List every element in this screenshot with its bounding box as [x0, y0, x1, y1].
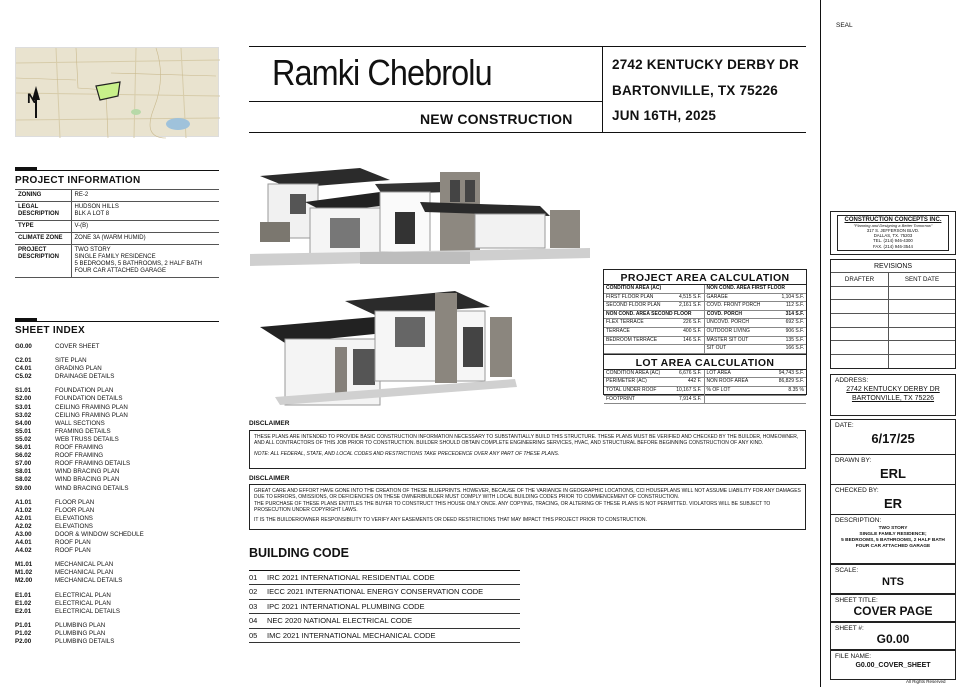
area-cell: OUTDOOR LIVING: [706, 327, 750, 334]
area-cell: 8.35 %: [788, 386, 804, 393]
building-code-row: [249, 614, 520, 628]
project-area-heading: PROJECT AREA CALCULATION: [604, 270, 806, 285]
address-value: 2742 KENTUCKY DERBY DR BARTONVILLE, TX 75226: [846, 386, 940, 402]
sheet-code: S6.02: [15, 452, 32, 460]
area-row: [604, 345, 806, 354]
sheet-title: SITE PLAN: [55, 357, 87, 365]
sheet-code: G0.00: [15, 343, 32, 350]
sheet-index-row: [15, 412, 219, 420]
sheet-title: ELECTRICAL DETAILS: [55, 607, 120, 615]
address-line2: BARTONVILLE, TX 75226: [612, 83, 778, 98]
company-street: 317 S. JEFFERSON BLVD.: [866, 228, 920, 233]
sheet-code: S6.01: [15, 444, 32, 452]
company-tagline: "Planning and Designing a Better Tomorrow": [853, 223, 933, 228]
building-code-number: 03: [249, 601, 258, 611]
sheet-code: A4.01: [15, 539, 32, 547]
sheet-index-row: [15, 476, 219, 484]
address-label: ADDRESS:: [835, 377, 869, 384]
area-cell: 86,829 S.F.: [778, 378, 804, 385]
front-rendering-image: [250, 162, 590, 280]
sheet-title: DRAINAGE DETAILS: [55, 373, 115, 381]
project-area-table: [604, 285, 806, 354]
scale-value: NTS: [882, 576, 904, 588]
area-cell: MASTER SIT OUT: [706, 336, 749, 343]
project-information-table: [15, 189, 219, 278]
building-code-row: [249, 600, 520, 614]
area-cell: NON COND. AREA FIRST FLOOR: [706, 285, 786, 291]
area-cell: 1,104 S.F.: [781, 293, 804, 300]
drafter-column-header: DRAFTER: [831, 272, 889, 286]
project-info-row: [15, 202, 219, 221]
sheet-index-row: [15, 395, 219, 403]
project-info-value: RE-2: [71, 190, 219, 202]
project-info-row: [15, 245, 219, 278]
sheet-index-row: [15, 547, 219, 555]
description-label: DESCRIPTION:: [835, 517, 882, 524]
sheet-title: ELECTRICAL PLAN: [55, 599, 111, 607]
area-cell: 135 S.F.: [785, 336, 804, 343]
building-code-row: [249, 585, 520, 599]
sheet-title: ELECTRICAL PLAN: [55, 591, 111, 599]
area-cell: [705, 396, 765, 404]
sheet-title: DOOR & WINDOW SCHEDULE: [55, 530, 144, 538]
revisions-heading: REVISIONS: [873, 263, 913, 270]
sheet-index-list: [15, 343, 219, 652]
area-cell: [765, 285, 807, 293]
building-code-title: NEC 2020 NATIONAL ELECTRICAL CODE: [267, 616, 413, 626]
building-code-title: IECC 2021 INTERNATIONAL ENERGY CONSERVATION CODE: [267, 587, 484, 597]
sheet-code: M1.01: [15, 561, 33, 569]
checked-by-label: CHECKED BY:: [835, 487, 879, 494]
sheet-title: ROOF FRAMING: [55, 444, 104, 452]
sheet-code: S8.01: [15, 468, 32, 476]
area-cell: NON ROOF AREA: [706, 378, 749, 385]
area-cell: [663, 345, 705, 353]
sheet-title: FLOOR PLAN: [55, 498, 95, 506]
area-row: [604, 378, 806, 387]
scale-box: [830, 564, 956, 594]
sheet-code: A4.02: [15, 547, 32, 555]
area-cell: 7,914 S.F.: [663, 396, 705, 404]
area-row: [604, 337, 806, 346]
north-arrow-label: N: [27, 90, 38, 106]
sheet-index-row: [15, 365, 219, 373]
address-box: [830, 374, 956, 416]
building-code-number: 04: [249, 616, 258, 626]
sheet-code: A1.02: [15, 506, 32, 514]
area-cell: COVD. PORCH: [706, 310, 742, 317]
sheet-title: ROOF FRAMING DETAILS: [55, 460, 131, 468]
disclaimer-box-2: [249, 484, 806, 530]
sheet-code: S7.00: [15, 460, 32, 468]
sheet-code: A2.02: [15, 522, 32, 530]
sheet-number-value: G0.00: [876, 632, 910, 646]
sheet-title: COVER SHEET: [55, 343, 100, 350]
project-info-label: CLIMATE ZONE: [15, 233, 71, 245]
sent-date-column-header: SENT DATE: [889, 272, 955, 286]
area-row: [604, 328, 806, 337]
revisions-grid: [831, 272, 955, 368]
area-cell: FOOTPRINT: [606, 395, 635, 402]
sheet-title: PLUMBING PLAN: [55, 629, 106, 637]
area-cell: CONDITION AREA (AC): [606, 369, 661, 376]
sheet-code: S9.00: [15, 484, 32, 492]
sheet-title: ELEVATIONS: [55, 514, 93, 522]
area-row: [604, 319, 806, 328]
checked-by-value: ER: [883, 496, 903, 511]
file-name-label: FILE NAME:: [835, 653, 872, 660]
sheet-code: C2.01: [15, 357, 32, 365]
project-info-value: TWO STORY SINGLE FAMILY RESIDENCE 5 BEDROOMS, 5 BATHROOMS, 2 HALF BATH FOUR CAR ATTACHED GARAGE: [71, 245, 219, 278]
disclaimer-text-2c: IT IS THE BUILDER/OWNER RESPONSIBILITY TO VERIFY ANY EASEMENTS OR DEED RESTRICTIONS THAT MAY IMPACT THIS PROJECT PRIOR TO CONSTRUCTION.: [254, 516, 647, 523]
area-row: [604, 396, 806, 405]
location-map-graphic: [16, 48, 220, 138]
location-map: [15, 47, 219, 137]
area-row: [604, 294, 806, 303]
sheet-index-heading: SHEET INDEX: [15, 325, 85, 336]
sheet-index-row: [15, 387, 219, 395]
area-row: [604, 311, 806, 320]
copyright-text: All Rights Reserved: [906, 679, 946, 684]
file-name-box: [830, 650, 956, 680]
building-code-number: 01: [249, 573, 258, 582]
project-info-label: TYPE: [15, 221, 71, 233]
sheet-index-row: [15, 499, 219, 507]
company-tel: TEL. (214) 946-4300: [873, 238, 913, 244]
sheet-title: MECHANICAL PLAN: [55, 569, 114, 577]
building-code-list: [249, 571, 520, 643]
area-cell: SIT OUT: [706, 345, 727, 352]
area-cell: BEDROOM TERRACE: [606, 336, 658, 343]
project-info-label: ZONING: [15, 190, 71, 202]
sheet-code: M2.00: [15, 577, 33, 585]
area-cell: 226 S.F.: [663, 319, 705, 327]
sheet-code: E1.01: [15, 591, 32, 599]
sheet-index-row: [15, 420, 219, 428]
sheet-index-row: [15, 507, 219, 515]
area-cell: GARAGE: [706, 293, 728, 300]
disclaimer-text-2b: THE PURCHASE OF THESE PLANS ENTITLES THE BUYER TO CONSTRUCT THIS HOUSE ONLY ONCE. ANY COPYING, TRACING, OR ALTERING OF THESE PLANS IS NOT PERMITTED. VIOLATORS WILL BE SUBJECT TO PROSECUTION UNDER COPYRIGHT LAWS.: [254, 500, 771, 514]
building-code-title: IPC 2021 INTERNATIONAL PLUMBING CODE: [267, 601, 425, 611]
building-code-number: 05: [249, 630, 258, 640]
sheet-title: WIND BRACING DETAILS: [55, 484, 129, 492]
sheet-index-row: [15, 523, 219, 531]
sheet-title: FOUNDATION DETAILS: [55, 395, 123, 403]
project-info-row: [15, 190, 219, 202]
sheet-title: PLUMBING PLAN: [55, 621, 106, 629]
disclaimer-heading-1: DISCLAIMER: [249, 420, 290, 427]
address-line1: 2742 KENTUCKY DERBY DR: [612, 57, 799, 72]
area-cell: TERRACE: [606, 327, 630, 334]
sheet-code: S5.02: [15, 435, 32, 443]
sheet-index-row: [15, 404, 219, 412]
revisions-box: [830, 259, 956, 369]
area-cell: UNCOVD. PORCH: [706, 319, 750, 326]
project-info-value: HUDSON HILLS BLK A LOT 8: [71, 202, 219, 221]
disclaimer-box-1: [249, 430, 806, 469]
area-cell: 4,515 S.F.: [663, 294, 705, 302]
area-cell: 400 S.F.: [663, 328, 705, 336]
project-type: NEW CONSTRUCTION: [420, 111, 573, 127]
company-city: DALLAS, TX. 75203: [873, 233, 913, 239]
owner-name: Ramki Chebrolu: [272, 52, 492, 93]
sheet-code: A2.01: [15, 514, 32, 522]
area-cell: 10,167 S.F.: [663, 387, 705, 395]
sheet-code: A1.01: [15, 498, 32, 506]
sheet-index-row: [15, 373, 219, 381]
project-info-value: ZONE 3A (WARM HUMID): [71, 233, 219, 245]
building-code-title: IRC 2021 INTERNATIONAL RESIDENTIAL CODE: [267, 573, 435, 582]
date-box: [830, 419, 956, 455]
sheet-title: WIND BRACING PLAN: [55, 468, 120, 476]
disclaimer-note: NOTE: ALL FEDERAL, STATE, AND LOCAL CODES AND RESTRICTIONS TAKE PRECEDENCE OVER ANY PART OF THESE PLANS.: [254, 450, 560, 457]
building-code-heading: BUILDING CODE: [249, 546, 349, 560]
area-cell: 94,743 S.F.: [778, 369, 804, 376]
file-name-value: G0.00_COVER_SHEET: [855, 662, 931, 669]
sheet-code: C4.01: [15, 365, 32, 373]
area-cell: 166 S.F.: [785, 345, 804, 352]
rear-rendering-image: [255, 287, 520, 407]
sheet-title: WEB TRUSS DETAILS: [55, 435, 119, 443]
disclaimer-heading-2: DISCLAIMER: [249, 475, 290, 482]
area-cell: TOTAL UNDER ROOF: [606, 386, 657, 393]
area-cell: PERIMETER (AC): [606, 378, 647, 385]
sheet-index-row: [15, 428, 219, 436]
sheet-index-row: [15, 468, 219, 476]
sheet-index-row: [15, 638, 219, 646]
area-cell: % OF LOT: [706, 386, 731, 393]
sheet-index-row: [15, 485, 219, 493]
sheet-code: S3.02: [15, 411, 32, 419]
sheet-code: P1.01: [15, 621, 32, 629]
drawn-by-label: DRAWN BY:: [835, 457, 872, 464]
drawn-by-box: [830, 454, 956, 485]
project-info-row: [15, 221, 219, 233]
description-box: [830, 514, 956, 564]
area-cell: CONDITION AREA (AC): [606, 285, 662, 291]
lot-area-table: [604, 370, 806, 404]
sheet-code: A3.00: [15, 530, 32, 538]
project-info-label: LEGAL DESCRIPTION: [15, 202, 71, 221]
area-cell: 6,676 S.F.: [663, 370, 705, 378]
area-cell: 692 S.F.: [785, 319, 804, 326]
sheet-code: S8.02: [15, 476, 32, 484]
sheet-title: FOUNDATION PLAN: [55, 387, 114, 395]
sheet-number-box: [830, 622, 956, 650]
area-cell: 112 S.F.: [786, 302, 804, 309]
area-cell: [663, 285, 705, 293]
sheet-index-row: [15, 600, 219, 608]
sheet-title: ROOF FRAMING: [55, 452, 104, 460]
project-info-row: [15, 233, 219, 245]
sheet-number-label: SHEET #:: [835, 625, 864, 632]
sheet-title-label: SHEET TITLE:: [835, 597, 878, 604]
project-information-heading: PROJECT INFORMATION: [15, 175, 141, 186]
sheet-index-row: [15, 630, 219, 638]
sheet-title: GRADING PLAN: [55, 365, 102, 373]
description-value: TWO STORY SINGLE FAMILY RESIDENCE; 5 BEDROOMS, 5 BATHROOMS, 2 HALF BATH FOUR CAR ATTACHED GARAGE: [841, 526, 945, 549]
sheet-title-box: [830, 594, 956, 622]
project-info-value: V-(B): [71, 221, 219, 233]
sheet-code: M1.02: [15, 569, 33, 577]
sheet-index-row: [15, 622, 219, 630]
sheet-title: ROOF PLAN: [55, 539, 91, 547]
sheet-title: CEILING FRAMING PLAN: [55, 411, 128, 419]
company-box: [830, 211, 956, 255]
disclaimer-text-2a: GREAT CARE AND EFFORT HAVE GONE INTO THE CREATION OF THESE BLUEPRINTS. HOWEVER, BECAUSE OF THE VARIANCE IN GEOGRAPHIC LOCATIONS, CCI HOUSEPLANS WILL NOT ASSUME LIABILITY FOR ANY DAMAGES DUE TO ERRORS, OMISSIONS, OR DEFICIENCIES ON THESE OWNER/BUILDER MUST COMPLY WITH LOCAL BUILDING CODES PRIOR TO COMMENCEMENT OF CONSTRUCTION.: [254, 488, 801, 501]
sheet-title: WIND BRACING PLAN: [55, 476, 120, 484]
building-code-row: [249, 571, 520, 585]
disclaimer-text-1: THESE PLANS ARE INTENDED TO PROVIDE BASIC CONSTRUCTION INFORMATION NECESSARY TO SUBSTANTIALLY BUILD THIS STRUCTURE. THESE PLANS MUST BE VERIFIED AND CHECKED BY THE BUILDER, HOMEOWNER, AND ALL CONTRACTORS OF THIS JOB PRIOR TO CONSTRUCTION. BUILDER SHOULD OBTAIN COMPLETE ENGINEERING SERVICES, HVAC, AND STRUCTURAL BEFORE BEGINNING CONSTRUCTION OF ANY KIND.: [254, 434, 799, 447]
sheet-title: MECHANICAL PLAN: [55, 561, 114, 569]
sheet-title: ELEVATIONS: [55, 522, 93, 530]
building-code-title: IMC 2021 INTERNATIONAL MECHANICAL CODE: [267, 630, 436, 640]
area-cell: 314 S.F.: [785, 310, 804, 317]
area-cell: 2,161 S.F.: [663, 302, 705, 310]
sheet-code: S1.01: [15, 387, 32, 395]
area-row: [604, 302, 806, 311]
area-calculation-box: [603, 269, 807, 402]
area-cell: FIRST FLOOR PLAN: [606, 293, 654, 300]
sheet-index-row: [15, 608, 219, 616]
area-row: [604, 285, 806, 294]
sheet-index-row: [15, 531, 219, 539]
checked-by-box: [830, 484, 956, 515]
area-cell: SECOND FLOOR PLAN: [606, 302, 661, 309]
sheet-title: PLUMBING DETAILS: [55, 638, 115, 645]
area-cell: NON COND. AREA SECOND FLOOR: [606, 310, 692, 317]
area-row: [604, 387, 806, 396]
sheet-code: P2.00: [15, 638, 32, 645]
sheet-index-row: [15, 569, 219, 577]
sheet-index-row: [15, 357, 219, 365]
sheet-code: E1.02: [15, 599, 32, 607]
seal-label: SEAL: [836, 22, 853, 29]
sheet-code: E2.01: [15, 607, 32, 615]
company-fax: FAX. (214) 946-3544: [873, 243, 913, 249]
company-name: CONSTRUCTION CONCEPTS INC.: [844, 217, 942, 223]
sheet-title: FLOOR PLAN: [55, 506, 95, 514]
sheet-index-row: [15, 515, 219, 523]
area-row: [604, 370, 806, 379]
sheet-title: WALL SECTIONS: [55, 419, 105, 427]
sheet-title: CEILING FRAMING PLAN: [55, 403, 128, 411]
area-cell: FLEX TERRACE: [606, 319, 644, 326]
sheet-code: S5.01: [15, 427, 32, 435]
sheet-index-row: [15, 343, 219, 351]
drawn-by-value: ERL: [880, 466, 906, 481]
sheet-title: MECHANICAL DETAILS: [55, 577, 123, 585]
sheet-code: S3.01: [15, 403, 32, 411]
area-cell: LOT AREA: [706, 369, 731, 376]
sheet-title: ROOF PLAN: [55, 547, 91, 555]
date-value: 6/17/25: [871, 431, 915, 446]
sheet-index-row: [15, 592, 219, 600]
sheet-index-row: [15, 452, 219, 460]
sheet-code: C5.02: [15, 373, 32, 381]
sheet-index-row: [15, 460, 219, 468]
sheet-index-row: [15, 577, 219, 585]
sheet-code: S4.00: [15, 419, 32, 427]
sheet-index-row: [15, 561, 219, 569]
project-info-label: PROJECT DESCRIPTION: [15, 245, 71, 278]
area-cell: [764, 396, 806, 404]
lot-area-heading: LOT AREA CALCULATION: [604, 354, 806, 370]
sheet-index-row: [15, 539, 219, 547]
area-cell: COVD. FRONT PORCH: [706, 302, 761, 309]
sheet-code: P1.02: [15, 629, 32, 637]
scale-label: SCALE:: [835, 567, 859, 574]
area-cell: [663, 311, 705, 319]
issue-date: JUN 16TH, 2025: [612, 108, 717, 123]
sheet-index-row: [15, 444, 219, 452]
area-cell: [604, 345, 663, 353]
date-label: DATE:: [835, 422, 854, 429]
sheet-title-value: COVER PAGE: [853, 604, 933, 618]
area-cell: 442 F.: [663, 378, 705, 386]
sheet-index-row: [15, 436, 219, 444]
area-cell: 906 S.F.: [785, 327, 804, 334]
building-code-row: [249, 629, 520, 643]
building-code-number: 02: [249, 587, 258, 597]
area-cell: 146 S.F.: [663, 337, 705, 345]
sheet-code: S2.00: [15, 395, 32, 403]
sheet-title: FRAMING DETAILS: [55, 427, 111, 435]
